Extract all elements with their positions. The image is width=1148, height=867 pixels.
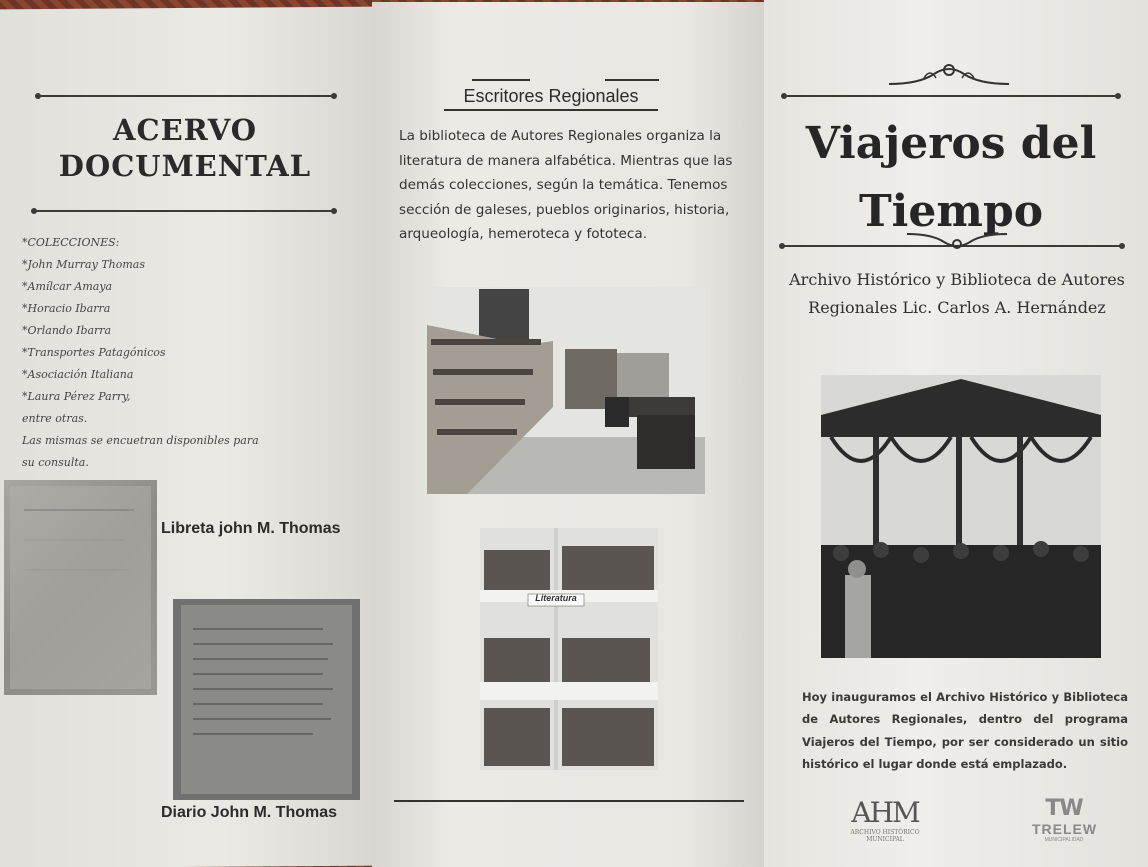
- acervo-title-line2: DOCUMENTAL: [58, 149, 312, 183]
- list-item: *Horacio Ibarra: [22, 302, 111, 315]
- trelew-logo-small: MUNICIPALIDAD: [1044, 837, 1084, 843]
- list-item: *Amílcar Amaya: [22, 280, 113, 293]
- archivo-subtitle: Archivo Histórico y Biblioteca de Autores Regionales Lic. Carlos A. Hernández: [789, 270, 1125, 317]
- list-item: entre otras.: [22, 412, 88, 425]
- ahm-logo-text: AHM: [851, 796, 919, 829]
- trelew-logo-text: TRELEW: [1032, 821, 1098, 837]
- ledger-page-image: [173, 599, 360, 800]
- list-item: *Laura Pérez Parry,: [22, 390, 131, 403]
- acervo-title: [30, 112, 340, 184]
- list-item: *COLECCIONES:: [22, 236, 120, 249]
- acervo-title-line1: ACERVO: [112, 113, 257, 147]
- diario-caption: Diario John M. Thomas: [161, 804, 338, 821]
- viajeros-title-line2: Tiempo: [858, 186, 1044, 237]
- bottom-rule: [394, 800, 744, 802]
- list-item: Las mismas se encuetran disponibles para: [22, 434, 259, 447]
- notebook-page-image: [4, 480, 157, 695]
- viajeros-title-line1: Viajeros del: [805, 118, 1097, 169]
- crowd-gazebo-image: [821, 375, 1101, 658]
- ahm-logo: [840, 796, 930, 843]
- list-item: su consulta.: [22, 456, 89, 469]
- heading-rule: [605, 79, 659, 81]
- ornament-rule: [784, 95, 1118, 97]
- list-item: *Asociación Italiana: [22, 368, 134, 381]
- heading-rule: [444, 109, 658, 111]
- trelew-logo: [1032, 796, 1096, 843]
- ahm-logo-small: ARCHIVO HISTÓRICO MUNICIPAL: [850, 829, 920, 843]
- escritores-heading: Escritores Regionales: [463, 86, 639, 106]
- scroll-ornament-icon: [884, 60, 1014, 90]
- list-item: *Transportes Patagónicos: [22, 346, 166, 359]
- diario-photo: [173, 599, 360, 800]
- heading-rule: [472, 79, 530, 81]
- collections-list: [22, 232, 352, 474]
- historic-gazebo-photo: [821, 375, 1101, 658]
- library-room-image: [427, 287, 705, 494]
- libreta-caption: Libreta john M. Thomas: [161, 520, 341, 537]
- libreta-photo: [4, 480, 157, 695]
- ornament-rule: [34, 210, 334, 212]
- viajeros-title: [784, 110, 1118, 246]
- literatura-sign: Literatura: [535, 593, 577, 603]
- list-item: *Orlando Ibarra: [22, 324, 112, 337]
- escritores-paragraph: La biblioteca de Autores Regionales organiza la literatura de manera alfabética. Mientras que las demás colecciones, según la temática. Tenemos sección de galeses, pueblos originarios, historia, arqueología, hemeroteca y fototeca.: [399, 128, 733, 242]
- inauguration-text: Hoy inauguramos el Archivo Histórico y Biblioteca de Autores Regionales, dentro del programa Viajeros del Tiempo, por ser considerado un sitio histórico el lugar donde está emplazado.: [802, 690, 1128, 772]
- library-room-photo: [427, 287, 705, 494]
- list-item: *John Murray Thomas: [22, 258, 146, 271]
- tw-logo-text: TW: [1045, 796, 1083, 821]
- scroll-ornament-icon: [902, 228, 1012, 252]
- literature-shelf-photo: [480, 528, 658, 770]
- ornament-rule: [38, 95, 334, 97]
- bookshelf-image: [480, 528, 658, 770]
